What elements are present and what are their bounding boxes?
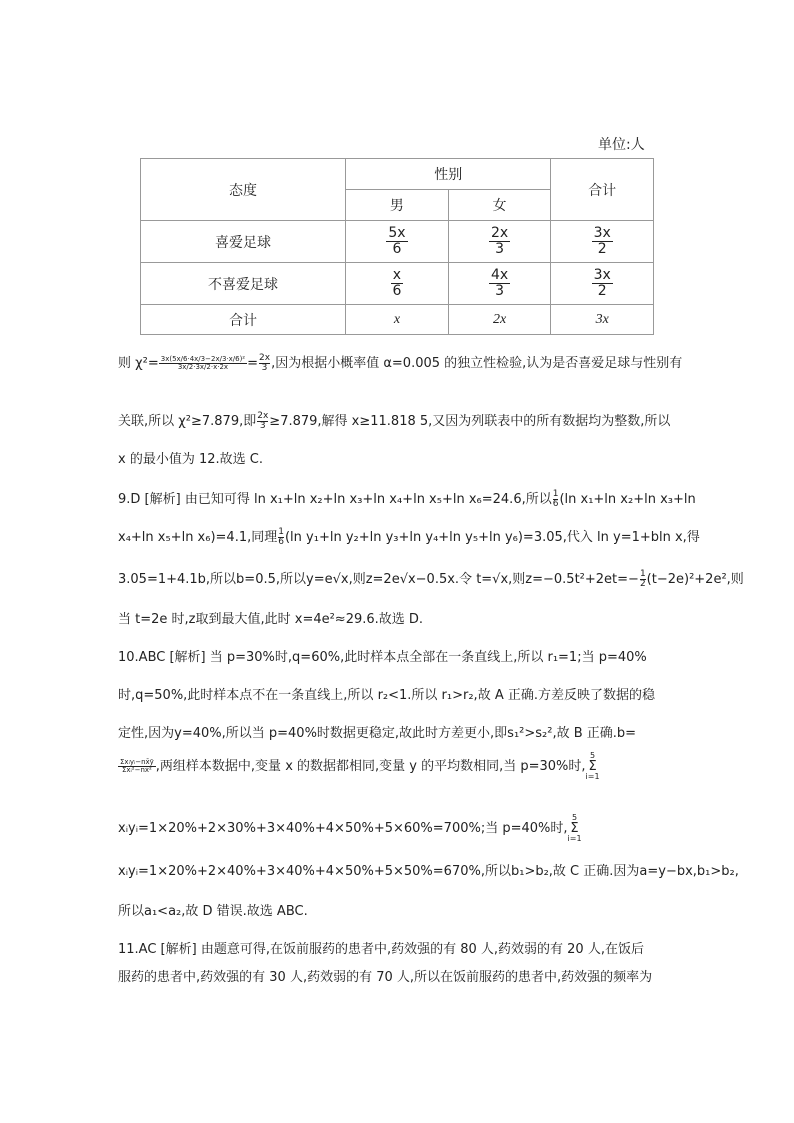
contingency-table	[140, 158, 654, 335]
frac-den: 2	[597, 283, 607, 299]
text-segment: xᵢyᵢ=1×20%+2×30%+3×40%+4×50%+5×60%=700%;当 p=40%时,	[118, 821, 568, 836]
text-line: xᵢyᵢ=1×20%+2×40%+3×40%+4×50%+5×50%=670%,所以b₁>b₂,故 C 正确.因为a=y−bx,b₁>b₂,	[118, 864, 739, 879]
frac-den: 6	[392, 283, 402, 299]
text-line: 服药的患者中,药效强的有 30 人,药效弱的有 70 人,所以在饭前服药的患者中,药效强的频率为	[118, 970, 653, 985]
sum-lower: i=1	[567, 834, 582, 843]
table-row	[141, 221, 654, 263]
header-total: 合计	[551, 159, 654, 221]
text-segment: (ln x₁+ln x₂+ln x₃+ln	[559, 492, 696, 507]
frac-num: 2x	[257, 411, 269, 421]
frac-num: 3x	[593, 267, 611, 284]
cell-total: 3x	[551, 305, 654, 335]
frac-den: 2	[639, 579, 646, 589]
frac-num: 2x	[490, 225, 509, 242]
text-segment: 9.D [解析] 由已知可得 ln x₁+ln x₂+ln x₃+ln x₄+ln x₅+ln x₆=24.6,所以	[118, 492, 552, 507]
sum-upper: 5	[571, 813, 578, 822]
frac-num: 2x	[259, 353, 271, 363]
text-line	[118, 526, 700, 547]
table-row	[141, 305, 654, 335]
frac-num: 1	[278, 527, 284, 537]
row-label: 合计	[141, 305, 346, 335]
text-line: 所以a₁<a₂,故 D 错误.故选 ABC.	[118, 904, 308, 919]
text-segment: =	[247, 356, 259, 371]
text-line	[118, 568, 744, 589]
sum-lower: i=1	[585, 772, 600, 781]
row-label: 不喜爱足球	[141, 263, 346, 305]
text-segment: 3.05=1+4.1b,所以b=0.5,所以y=e√x,则z=2e√x−0.5x.令 t=√x,则z=−0.5t²+2et=−	[118, 572, 639, 587]
formula-denominator: Σxᵢ²−nx̄²	[121, 766, 152, 774]
text-segment: x₄+ln x₅+ln x₆)=4.1,同理	[118, 530, 278, 545]
frac-num: 1	[552, 489, 559, 499]
frac-den: 3	[261, 363, 268, 373]
header-female: 女	[448, 190, 551, 221]
unit-label: 单位:人	[598, 137, 645, 153]
header-attitude: 态度	[141, 159, 346, 221]
text-segment: (ln y₁+ln y₂+ln y₃+ln y₄+ln y₅+ln y₆)=3.05,代入 ln y=1+bln x,得	[284, 530, 700, 545]
frac-num: 1	[639, 569, 646, 579]
frac-den: 6	[392, 241, 402, 257]
text-line: 11.AC [解析] 由题意可得,在饭前服药的患者中,药效强的有 80 人,药效弱的有 20 人,在饭后	[118, 942, 644, 957]
frac-den: 3	[259, 421, 266, 431]
cell-male: x	[346, 305, 449, 335]
text-line	[118, 752, 600, 781]
text-segment: ,因为根据小概率值 α=0.005 的独立性检验,认为是否喜爱足球与性别有	[271, 356, 683, 371]
sum-symbol: Σ	[588, 759, 597, 774]
frac-den: 3	[495, 283, 504, 299]
text-line: 当 t=2e 时,z取到最大值,此时 x=4e²≈29.6.故选 D.	[118, 612, 424, 627]
cell-female	[448, 263, 551, 305]
text-line: x 的最小值为 12.故选 C.	[118, 452, 263, 467]
frac-num: 3x	[593, 225, 611, 242]
formula-denominator: 3x/2·3x/2·x·2x	[177, 363, 229, 371]
text-segment: ≥7.879,解得 x≥11.818 5,又因为列联表中的所有数据均为整数,所以	[269, 414, 671, 429]
table-row	[141, 263, 654, 305]
text-line: 定性,因为y=40%,所以当 p=40%时数据更稳定,故此时方差更小,即s₁²>s₂²,故 B 正确.b=	[118, 726, 637, 741]
frac-den: 3	[495, 241, 504, 257]
text-line	[118, 410, 670, 431]
sum-upper: 5	[590, 751, 596, 760]
formula-numerator: 3x(5x/6·4x/3−2x/3·x/6)²	[160, 354, 246, 363]
row-label: 喜爱足球	[141, 221, 346, 263]
text-line	[118, 814, 582, 843]
cell-male	[346, 221, 449, 263]
header-gender: 性别	[346, 159, 551, 190]
text-segment: ,两组样本数据中,变量 x 的数据都相同,变量 y 的平均数相同,当 p=30%时,	[155, 759, 586, 774]
frac-num: 4x	[490, 267, 509, 284]
cell-female	[448, 221, 551, 263]
header-male: 男	[346, 190, 449, 221]
frac-den: 2	[597, 241, 607, 257]
formula-numerator: Σxᵢyᵢ−nx̄ȳ	[120, 757, 154, 766]
text-segment: (t−2e)²+2e²,则	[646, 572, 744, 587]
cell-total	[551, 263, 654, 305]
text-segment: 关联,所以 χ²≥7.879,即	[118, 414, 257, 429]
chi-square-line	[118, 352, 682, 373]
frac-den: 6	[552, 499, 559, 509]
sum-symbol: Σ	[570, 821, 579, 836]
text-segment: 则 χ²=	[118, 356, 159, 371]
text-line: 时,q=50%,此时样本点不在一条直线上,所以 r₂<1.所以 r₁>r₂,故 A 正确.方差反映了数据的稳	[118, 688, 655, 703]
cell-total	[551, 221, 654, 263]
frac-num: x	[392, 267, 402, 284]
cell-male	[346, 263, 449, 305]
frac-den: 6	[278, 537, 284, 547]
frac-num: 5x	[388, 225, 406, 242]
text-line: 10.ABC [解析] 当 p=30%时,q=60%,此时样本点全部在一条直线上,所以 r₁=1;当 p=40%	[118, 650, 647, 665]
text-line	[118, 488, 696, 509]
cell-female: 2x	[448, 305, 551, 335]
